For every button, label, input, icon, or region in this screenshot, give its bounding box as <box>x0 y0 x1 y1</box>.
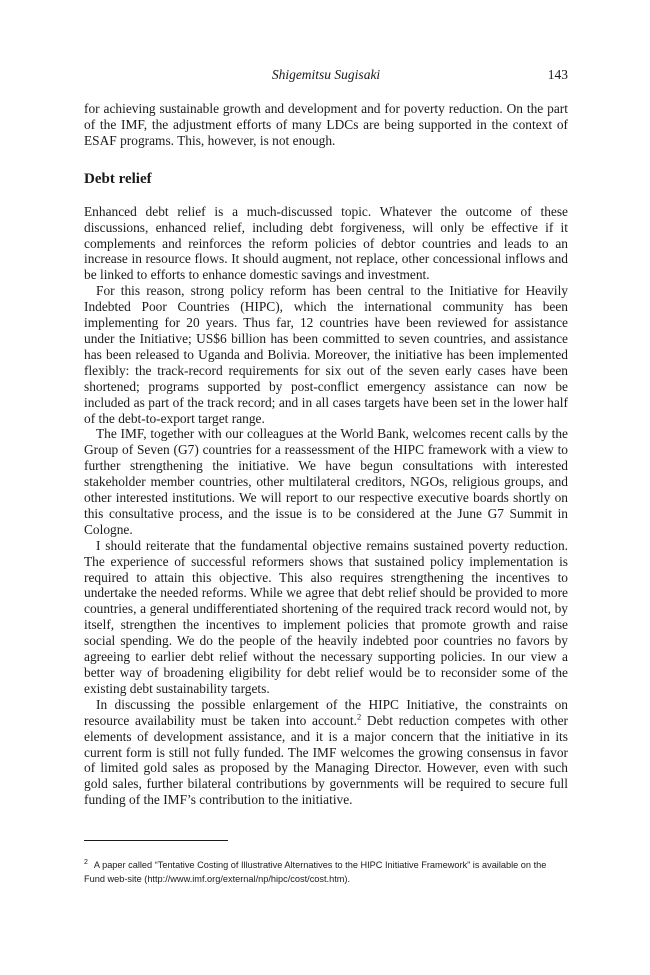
footnote <box>84 858 568 886</box>
footnote-divider <box>84 840 228 841</box>
paragraph-5-text-after-note: Debt reduction competes with other elements of development assistance, and it is a major concern that the initiative in its current form is still not fully funded. The IMF welcomes the growing consensus in favor of limited gold sales as proposed by the Managing Director. However, even with such gold sales, further bilateral contributions by governments will be required to secure full funding of the IMF’s contribution to the initiative. <box>84 712 568 808</box>
footnote-mark: 2 <box>84 858 88 866</box>
footnote-reference: 2 <box>357 711 362 722</box>
footnote-text: A paper called “Tentative Costing of Illustrative Alternatives to the HIPC Initiative Framework” is available on the Fund web-site (http://www.imf.org/external/np/hipc/cost/cost.htm). <box>84 860 547 884</box>
paragraph-1: Enhanced debt relief is a much-discussed topic. Whatever the outcome of these discussions, enhanced relief, including debt forgiveness, will only be effective if it complements and reinforces the reform policies of debtor countries and leads to an increase in resource flows. It should augment, not replace, other concessional inflows and be linked to efforts to enhance domestic savings and investment. <box>84 203 568 283</box>
page-number: 143 <box>547 67 568 82</box>
paragraph-3: The IMF, together with our colleagues at the World Bank, welcomes recent calls by the Group of Seven (G7) countries for a reassessment of the HIPC framework with a view to further strengthening the initiative. We have begun consultations with interested stakeholder member countries, other multilateral creditors, NGOs, religious groups, and other interested institutions. We will report to our respective executive boards shortly on this consultative process, and the issue is to be considered at the June G7 Summit in Cologne. <box>84 426 568 537</box>
paragraph-5 <box>84 697 568 808</box>
running-head-author: Shigemitsu Sugisaki <box>271 67 381 82</box>
intro-paragraph: for achieving sustainable growth and development and for poverty reduction. On the part of the IMF, the adjustment efforts of many LDCs are being supported in the context of ESAF programs. This, however, is not enough. <box>84 101 568 148</box>
page <box>84 64 568 808</box>
running-head <box>84 64 568 86</box>
paragraph-2: For this reason, strong policy reform has been central to the Initiative for Heavily Indebted Poor Countries (HIPC), which the international community has been implementing for 20 years. Thus far, 12 countries have been reviewed for assistance under the Initiative; US$6 billion has been committed to seven countries, and assistance has been released to Uganda and Bolivia. Moreover, the initiative has been implemented flexibly: the track-record requirements for six out of the seven early cases have been shortened; programs supported by post-conflict emergency assistance can now be included as part of the track record; and in all cases targets have been set in the lower half of the debt-to-export target range. <box>84 283 568 426</box>
paragraph-4: I should reiterate that the fundamental objective remains sustained poverty reduction. The experience of successful reformers shows that sustained policy implementation is required to attain this objective. This also requires strengthening the incentives to undertake the needed reforms. While we agree that debt relief should be provided to more countries, a general undifferentiated shortening of the required track record would not, by itself, strengthen the incentives to implement policies that promote growth and raise social spending. We do the people of the heavily indebted poor countries no favors by agreeing to earlier debt relief without the necessary supporting policies. In our view a better way of broadening eligibility for debt relief would be to reconsider some of the existing debt sustainability targets. <box>84 537 568 696</box>
paragraph-5-text-before-note: In discussing the possible enlargement of the HIPC Initiative, the constraints on resource availability must be taken into account. <box>84 696 568 728</box>
section-heading: Debt relief <box>84 170 152 187</box>
